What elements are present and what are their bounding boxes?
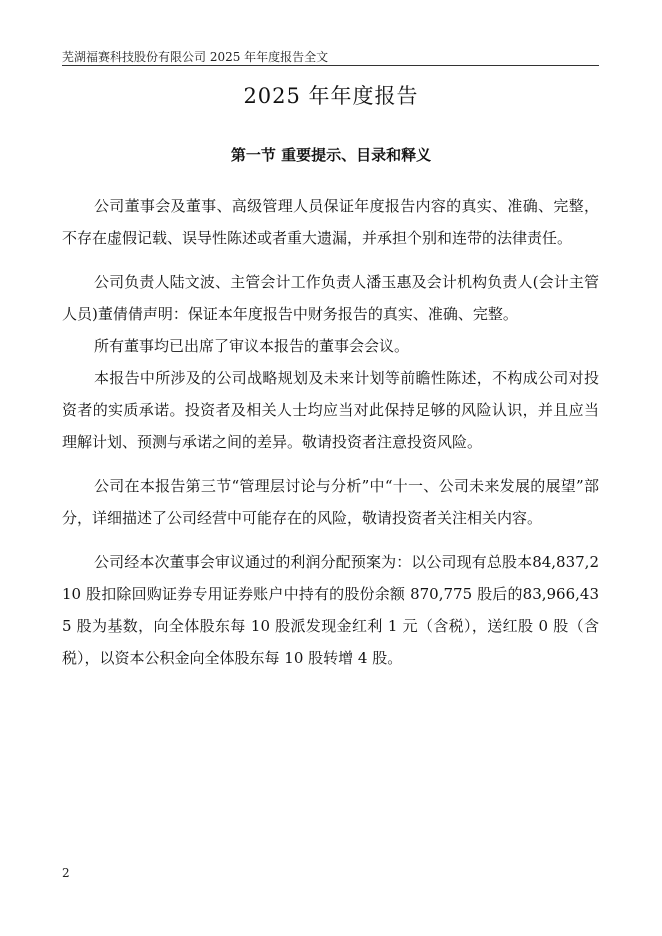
paragraph-board-guarantee: 公司董事会及董事、高级管理人员保证年度报告内容的真实、准确、完整，不存在虚假记载、误导性陈述或者重大遗漏，并承担个别和连带的法律责任。 xyxy=(62,197,599,247)
paragraph-attendance: 所有董事均已出席了审议本报告的董事会会议。 xyxy=(94,337,410,355)
document-body xyxy=(62,190,599,674)
report-title: 2025 年年度报告 xyxy=(243,84,419,108)
paragraph-profit-distribution: 公司经本次董事会审议通过的利润分配预案为：以公司现有总股本84,837,210 股扣除回购证券专用证券账户中持有的股份余额 870,775 股后的83,966,435 股为基数，向全体股东每 10 股派发现金红利 1 元（含税），送红股 0 股（含税），以资本公积金向全体股东每 10 股转增 4 股。 xyxy=(62,553,599,667)
section-heading: 第一节 重要提示、目录和释义 xyxy=(230,146,432,164)
paragraph-risk-notice: 公司在本报告第三节“管理层讨论与分析”中“十一、公司未来发展的展望”部分，详细描述了公司经营中可能存在的风险，敬请投资者关注相关内容。 xyxy=(62,477,599,527)
page-number: 2 xyxy=(62,866,70,880)
running-header: 芜湖福赛科技股份有限公司 2025 年年度报告全文 xyxy=(62,50,329,64)
paragraph-forward-looking: 本报告中所涉及的公司战略规划及未来计划等前瞻性陈述，不构成公司对投资者的实质承诺。投资者及相关人士均应当对此保持足够的风险认识，并且应当理解计划、预测与承诺之间的差异。敬请投资者注意投资风险。 xyxy=(62,369,599,451)
paragraph-responsible-persons: 公司负责人陆文波、主管会计工作负责人潘玉惠及会计机构负责人(会计主管人员)董倩倩声明：保证本年度报告中财务报告的真实、准确、完整。 xyxy=(62,273,599,323)
header-divider xyxy=(62,65,599,66)
